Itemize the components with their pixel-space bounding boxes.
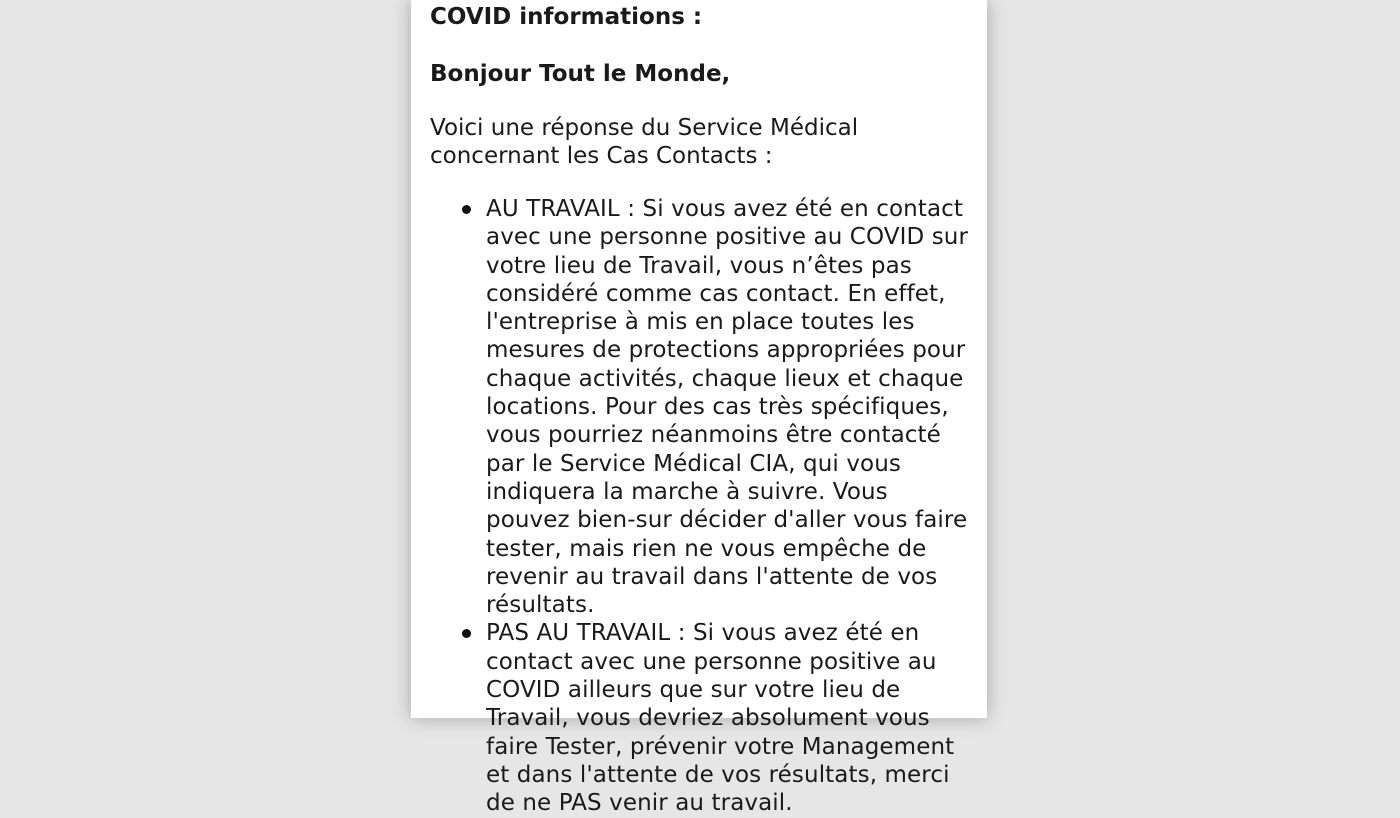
bullet-list	[430, 195, 969, 818]
list-item-text: PAS AU TRAVAIL : Si vous avez été en contact avec une personne positive au COVID ailleurs que sur votre lieu de Travail, vous devriez absolument vous faire Tester, prévenir votre Management et dans l'attente de vos résultats, merci de ne PAS venir au travail.	[486, 620, 955, 817]
bullet-icon	[462, 205, 471, 214]
greeting: Bonjour Tout le Monde,	[430, 61, 731, 87]
bullet-icon	[462, 629, 471, 638]
list-item	[486, 195, 969, 619]
intro-paragraph: Voici une réponse du Service Médical concernant les Cas Contacts :	[430, 115, 859, 169]
list-item	[486, 619, 969, 817]
list-item-text: AU TRAVAIL : Si vous avez été en contact avec une personne positive au COVID sur votre lieu de Travail, vous n’êtes pas considéré comme cas contact. En effet, l'entreprise à mis en place toutes les mesures de protections appropriées pour chaque activités, chaque lieux et chaque locations. Pour des cas très spécifiques, vous pourriez néanmoins être contacté par le Service Médical CIA, qui vous indiquera la marche à suivre. Vous pouvez bien-sur décider d'aller vous faire tester, mais rien ne vous empêche de revenir au travail dans l'attente de vos résultats.	[486, 196, 969, 619]
document-title: COVID informations :	[430, 4, 703, 30]
document-card	[411, 0, 987, 817]
